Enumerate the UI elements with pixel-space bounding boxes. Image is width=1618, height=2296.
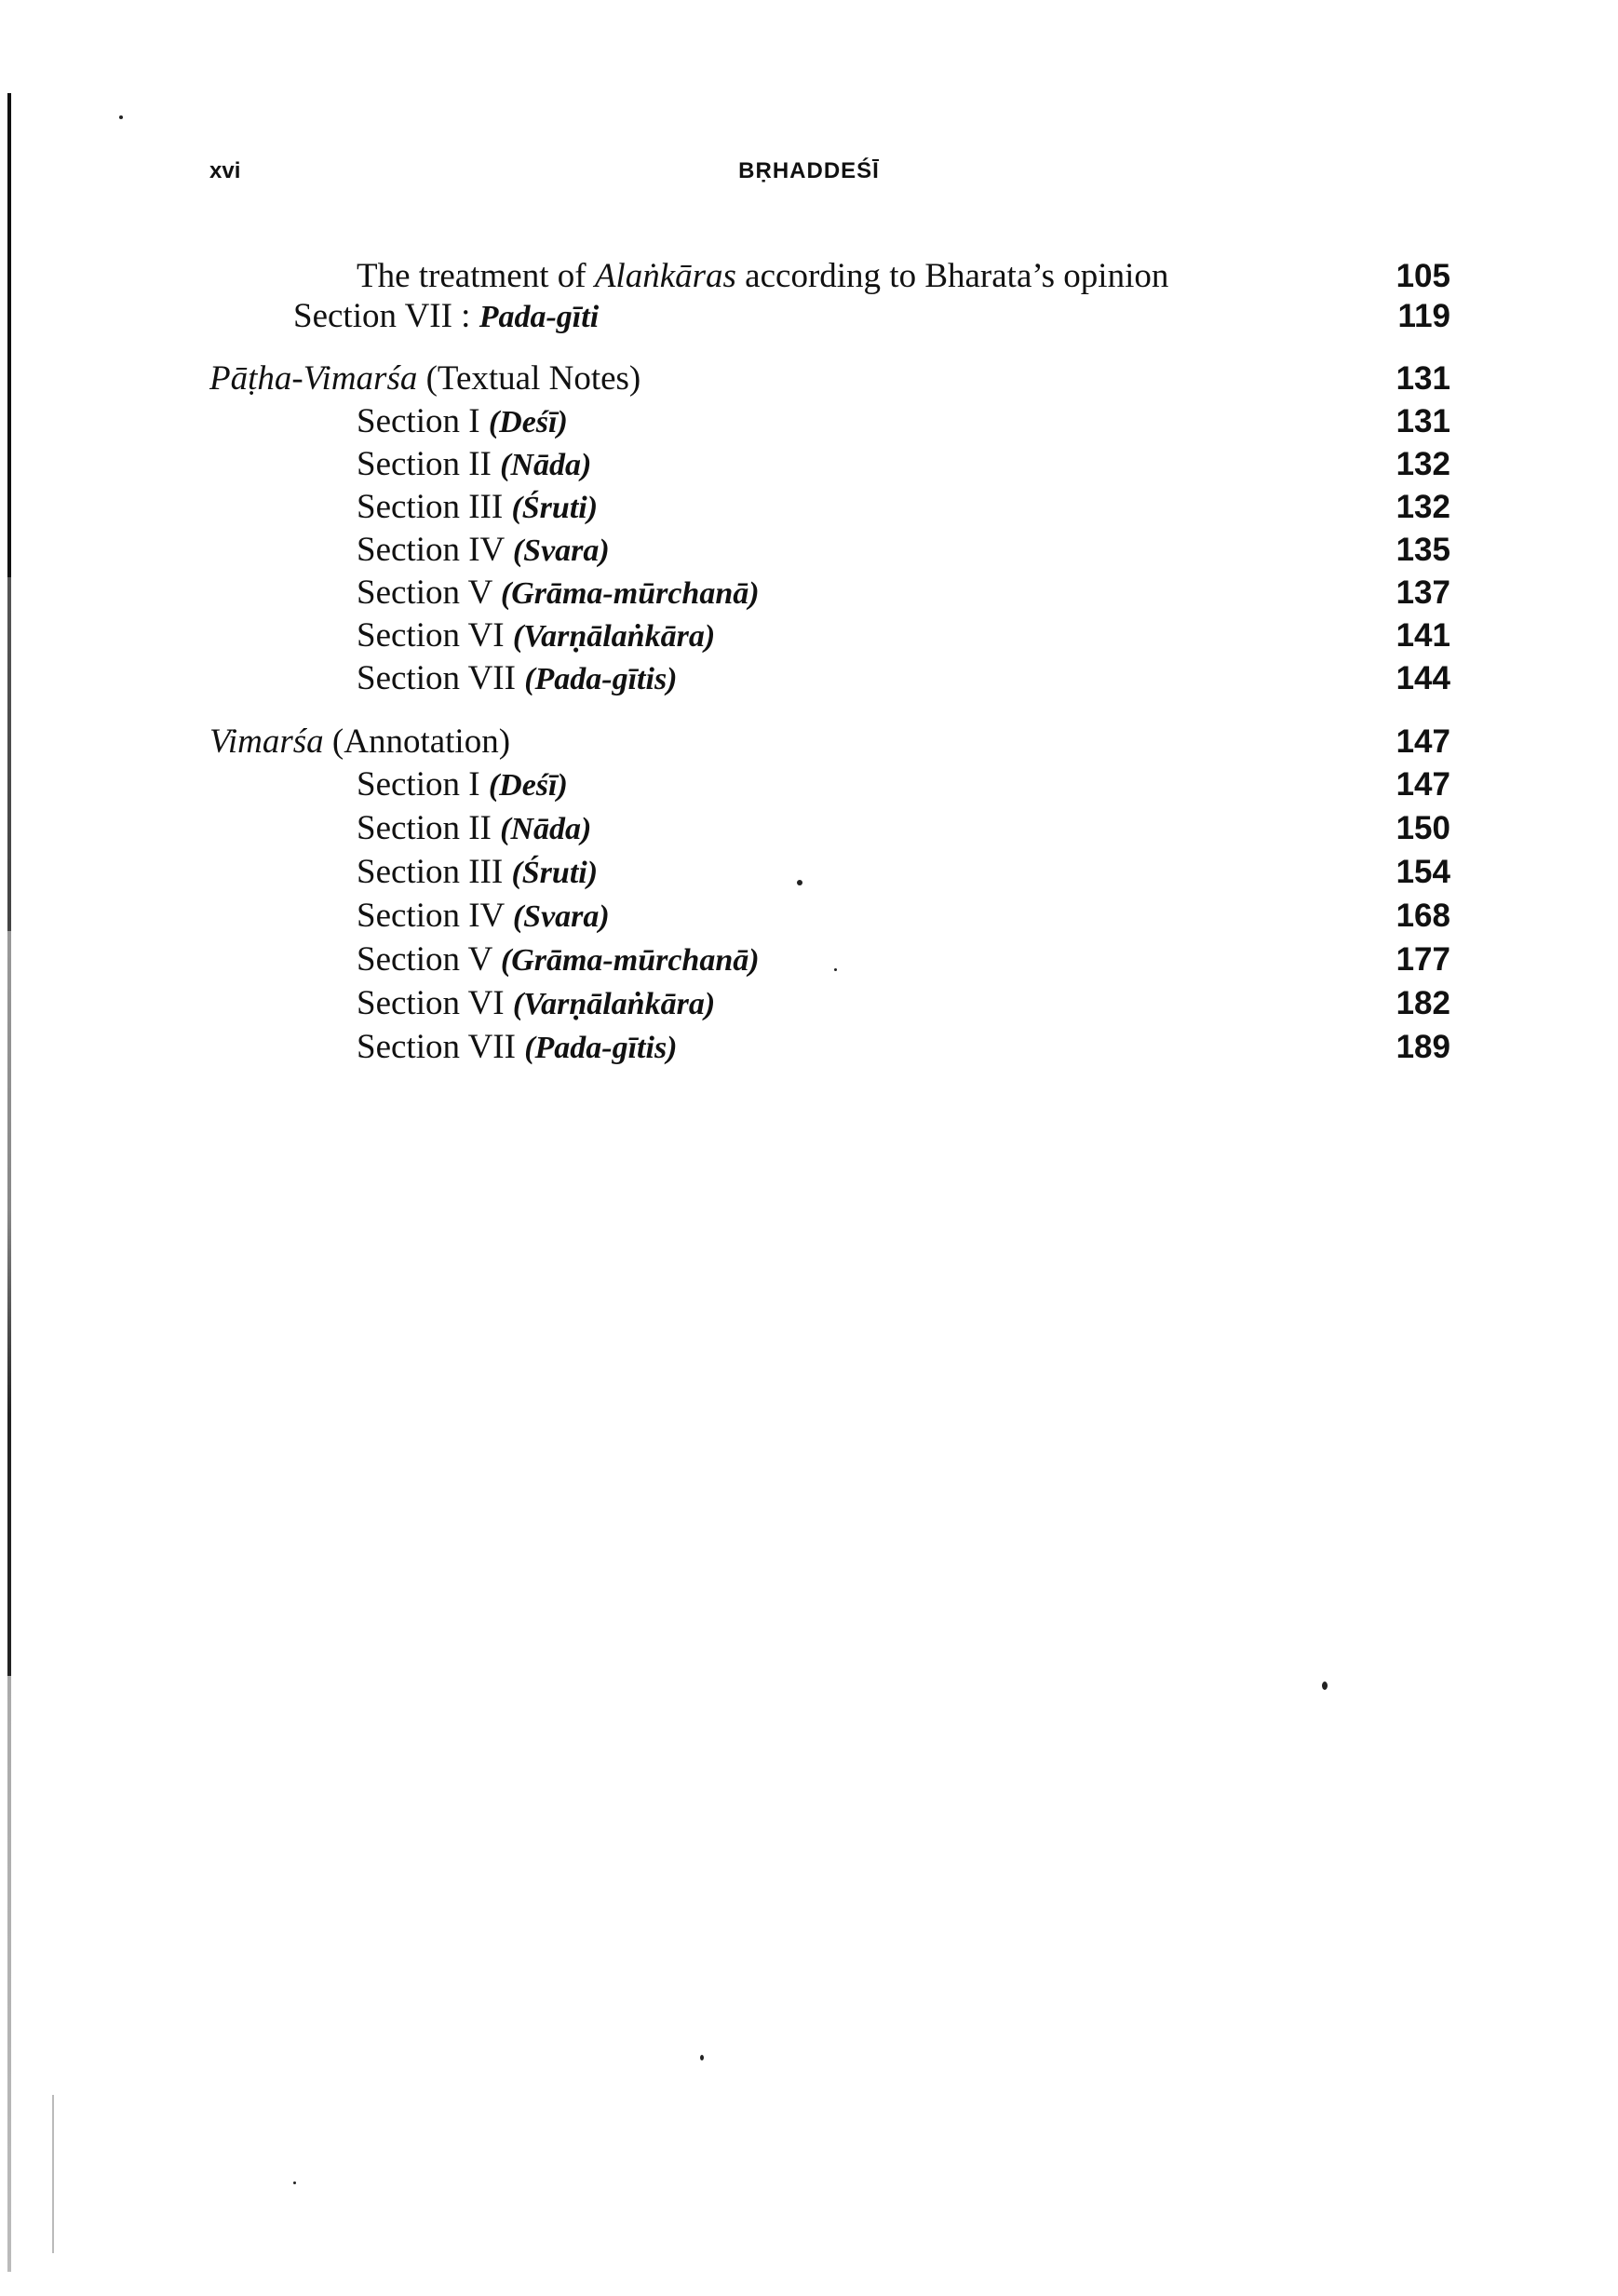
toc-entry-text: Alaṅkāras	[594, 257, 736, 295]
toc-entry-text: Pāṭha-Vimarśa	[209, 359, 418, 398]
toc-entry-pv-sec7	[0, 658, 1618, 703]
toc-entry-text: Section IV	[357, 897, 513, 935]
toc-entry-pv-sec1	[0, 401, 1618, 446]
toc-entry-title	[357, 401, 568, 443]
toc-entry-text: Section VII	[357, 659, 525, 697]
toc-page-number: 144	[1396, 660, 1450, 696]
toc-entry-text: Section V	[357, 574, 501, 612]
toc-entry-text: Section II	[357, 445, 501, 483]
toc-entry-title	[357, 615, 715, 657]
toc-page-number: 132	[1396, 489, 1450, 525]
toc-entry-text: Section VII	[357, 1028, 525, 1066]
toc-entry-title	[293, 296, 599, 338]
toc-entry-text: Section IV	[357, 531, 513, 569]
toc-entry-pv-sec6	[0, 615, 1618, 660]
toc-entry-v-sec3	[0, 852, 1618, 897]
toc-page-number: 147	[1396, 766, 1450, 803]
toc-page-number: 154	[1396, 854, 1450, 890]
toc-page-number: 132	[1396, 446, 1450, 482]
toc-entry-text: Section VI	[357, 616, 513, 655]
toc-entry-v-sec6	[0, 983, 1618, 1028]
toc-entry-patha-vimarsa	[0, 358, 1618, 403]
running-head	[0, 158, 1618, 186]
toc-entry-pv-sec5	[0, 573, 1618, 617]
toc-entry-title	[357, 852, 598, 894]
toc-entry-title	[357, 1027, 678, 1069]
toc-entry-text: Section III	[357, 853, 512, 891]
toc-entry-title	[357, 658, 678, 700]
scan-speck	[1322, 1681, 1328, 1690]
toc-entry-text: (Deśī)	[488, 405, 568, 439]
page-number: xvi	[209, 158, 241, 183]
toc-entry-text: (Nāda)	[500, 812, 592, 846]
toc-entry-text: Section V	[357, 940, 501, 979]
toc-entry-text: according to Bharata’s opinion	[735, 257, 1169, 295]
toc-entry-text: (Śruti)	[511, 856, 599, 890]
toc-entry-text: (Nāda)	[500, 448, 592, 482]
toc-page-number: 150	[1396, 810, 1450, 846]
toc-entry-vimarsa	[0, 722, 1618, 766]
toc-page-number: 189	[1396, 1029, 1450, 1065]
toc-page-number: 141	[1396, 617, 1450, 654]
scan-speck	[119, 115, 123, 119]
toc-entry-pv-sec2	[0, 444, 1618, 489]
toc-entry-text: (Śruti)	[511, 491, 599, 525]
scan-speck	[700, 2055, 704, 2060]
toc-page-number: 105	[1396, 258, 1450, 294]
toc-entry-title	[357, 256, 1168, 297]
toc-entry-text: (Deśī)	[488, 768, 568, 803]
toc-entry-title	[357, 896, 610, 938]
toc-entry-text: Section I	[357, 765, 489, 804]
toc-entry-text: Section VII :	[293, 297, 479, 335]
running-head-title: BṚHADDEŚĪ	[738, 158, 880, 183]
toc-page-number: 137	[1396, 574, 1450, 611]
toc-entry-text: (Varṇālaṅkāra)	[512, 987, 716, 1021]
toc-entry-text: Section II	[357, 809, 501, 847]
toc-entry-title	[357, 939, 760, 981]
binding-edge-artifact	[52, 2095, 54, 2253]
toc-entry-title	[357, 444, 591, 486]
toc-page-number: 177	[1396, 941, 1450, 978]
toc-entry-alankara-treatment	[0, 256, 1618, 301]
toc-entry-text: (Annotation)	[323, 723, 511, 761]
toc-entry-title	[209, 722, 510, 763]
toc-entry-v-sec4	[0, 896, 1618, 940]
toc-entry-text: (Svara)	[512, 899, 610, 934]
toc-entry-text: (Svara)	[512, 533, 610, 568]
toc-entry-title	[357, 487, 598, 529]
toc-entry-text: Section VI	[357, 984, 513, 1022]
toc-page-number: 168	[1396, 898, 1450, 934]
toc-entry-text: The treatment of	[357, 257, 595, 295]
toc-entry-title	[209, 358, 640, 399]
toc-entry-text: (Varṇālaṅkāra)	[512, 619, 716, 654]
toc-page-number: 135	[1396, 532, 1450, 568]
toc-entry-v-sec1	[0, 764, 1618, 809]
scan-speck	[293, 2181, 296, 2184]
toc-entry-title	[357, 764, 568, 806]
toc-entry-title	[357, 530, 610, 572]
toc-entry-text: Section III	[357, 488, 512, 526]
toc-page-number: 131	[1396, 403, 1450, 439]
toc-page-number: 131	[1396, 360, 1450, 397]
toc-page-number: 182	[1396, 985, 1450, 1021]
toc-entry-text: (Grāma-mūrchanā)	[500, 943, 760, 978]
toc-entry-sec7-padagiti	[0, 296, 1618, 341]
toc-entry-text: (Grāma-mūrchanā)	[500, 576, 760, 611]
toc-entry-text: Section I	[357, 402, 489, 440]
toc-entry-text: Pada-gīti	[479, 300, 600, 334]
toc-entry-v-sec2	[0, 808, 1618, 853]
toc-entry-title	[357, 983, 715, 1025]
toc-page-number: 147	[1396, 723, 1450, 760]
toc-page-number: 119	[1397, 298, 1450, 334]
toc-entry-pv-sec4	[0, 530, 1618, 574]
toc-entry-v-sec5	[0, 939, 1618, 984]
toc-entry-title	[357, 573, 760, 615]
toc-entry-pv-sec3	[0, 487, 1618, 532]
toc-entry-v-sec7	[0, 1027, 1618, 1072]
toc-entry-title	[357, 808, 591, 850]
toc-entry-text: Vimarśa	[209, 723, 324, 761]
toc-entry-text: (Pada-gītis)	[524, 662, 678, 696]
toc-entry-text: (Textual Notes)	[417, 359, 641, 398]
toc-entry-text: (Pada-gītis)	[524, 1031, 678, 1065]
